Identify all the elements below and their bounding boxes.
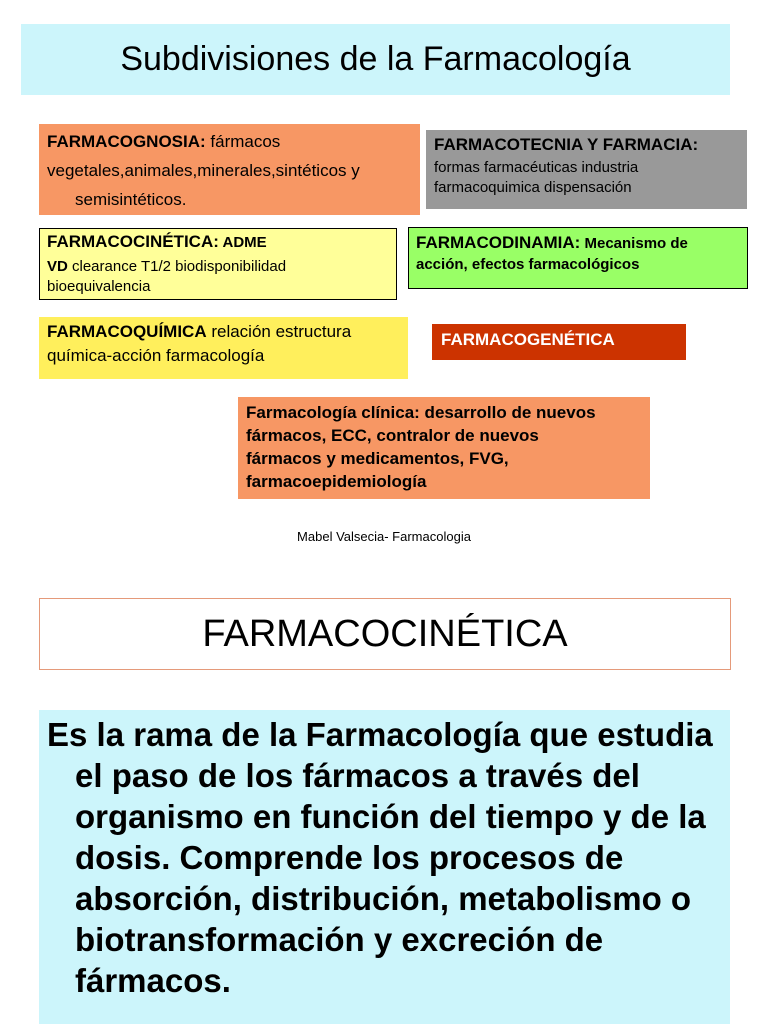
farmacocinetica-vd: VD — [47, 258, 68, 275]
farmacocinetica-text1: clearance T1/2 biodisponibilidad — [67, 258, 287, 275]
clinica-line4: farmacoepidemiología — [246, 472, 427, 491]
farmacocinetica-heading — [47, 232, 389, 253]
slide1-title-text: Subdivisiones de la Farmacología — [120, 40, 631, 78]
slide2-title-text: FARMACOCINÉTICA — [202, 612, 568, 655]
footer-text: Mabel Valsecia- Farmacologia — [297, 529, 471, 544]
farmacodinamia-line1 — [416, 232, 740, 254]
definition-text: Es la rama de la Farmacología que estudia el paso de los fármacos a través del organismo en función del tiempo y de la dosis. Comprende los procesos de absorción, distribución, metabolismo o biotransformación y excreción de fármacos. — [47, 716, 713, 999]
farmacognosia-box — [39, 124, 420, 215]
farmacotecnia-head: FARMACOTECNIA Y FARMACIA: — [434, 135, 699, 154]
farmacodinamia-head: FARMACODINAMIA: — [416, 233, 581, 252]
farmacodinamia-box — [408, 227, 748, 289]
farmacotecnia-line1: formas farmacéuticas industria — [434, 159, 639, 176]
farmacognosia-line3: semisintéticos. — [75, 190, 187, 209]
farmacognosia-line2: vegetales,animales,minerales,sintéticos y — [47, 161, 360, 180]
farmacogenetica-box — [432, 324, 686, 360]
farmacocinetica-box — [39, 228, 397, 300]
farmacodinamia-text1: Mecanismo de — [580, 235, 688, 252]
farmacotecnia-box — [426, 130, 747, 209]
clinica-line3: fármacos y medicamentos, FVG, — [246, 449, 509, 468]
farmacoquimica-box — [39, 317, 408, 379]
farmacocinetica-adme: ADME — [218, 234, 267, 251]
farmacodinamia-line2: acción, efectos farmacológicos — [416, 256, 640, 273]
farmacognosia-text1: fármacos — [205, 132, 281, 151]
clinica-line1: Farmacología clínica: desarrollo de nuevos — [246, 403, 596, 422]
farmacocinetica-line1 — [47, 257, 389, 277]
slide2-title — [39, 598, 731, 670]
farmacognosia-head: FARMACOGNOSIA: — [47, 132, 206, 151]
clinica-line2: fármacos, ECC, contralor de nuevos — [246, 426, 539, 445]
farmacoquimica-line1 — [47, 320, 400, 344]
farmacogenetica-label: FARMACOGENÉTICA — [441, 330, 615, 349]
farmacoquimica-line2: química-acción farmacología — [47, 346, 265, 365]
farmacoquimica-text1: relación estructura — [206, 322, 352, 341]
farmacognosia-line1 — [47, 127, 412, 156]
farmacoquimica-head: FARMACOQUÍMICA — [47, 322, 207, 341]
slide-footer — [0, 529, 768, 544]
farmacocinetica-definition — [39, 710, 730, 1024]
farmacologia-clinica-box — [238, 397, 650, 499]
farmacocinetica-head: FARMACOCINÉTICA: — [47, 232, 219, 251]
farmacotecnia-line2: farmacoquimica dispensación — [434, 179, 632, 196]
farmacocinetica-line2: bioequivalencia — [47, 278, 151, 295]
slide1-title — [21, 24, 730, 95]
